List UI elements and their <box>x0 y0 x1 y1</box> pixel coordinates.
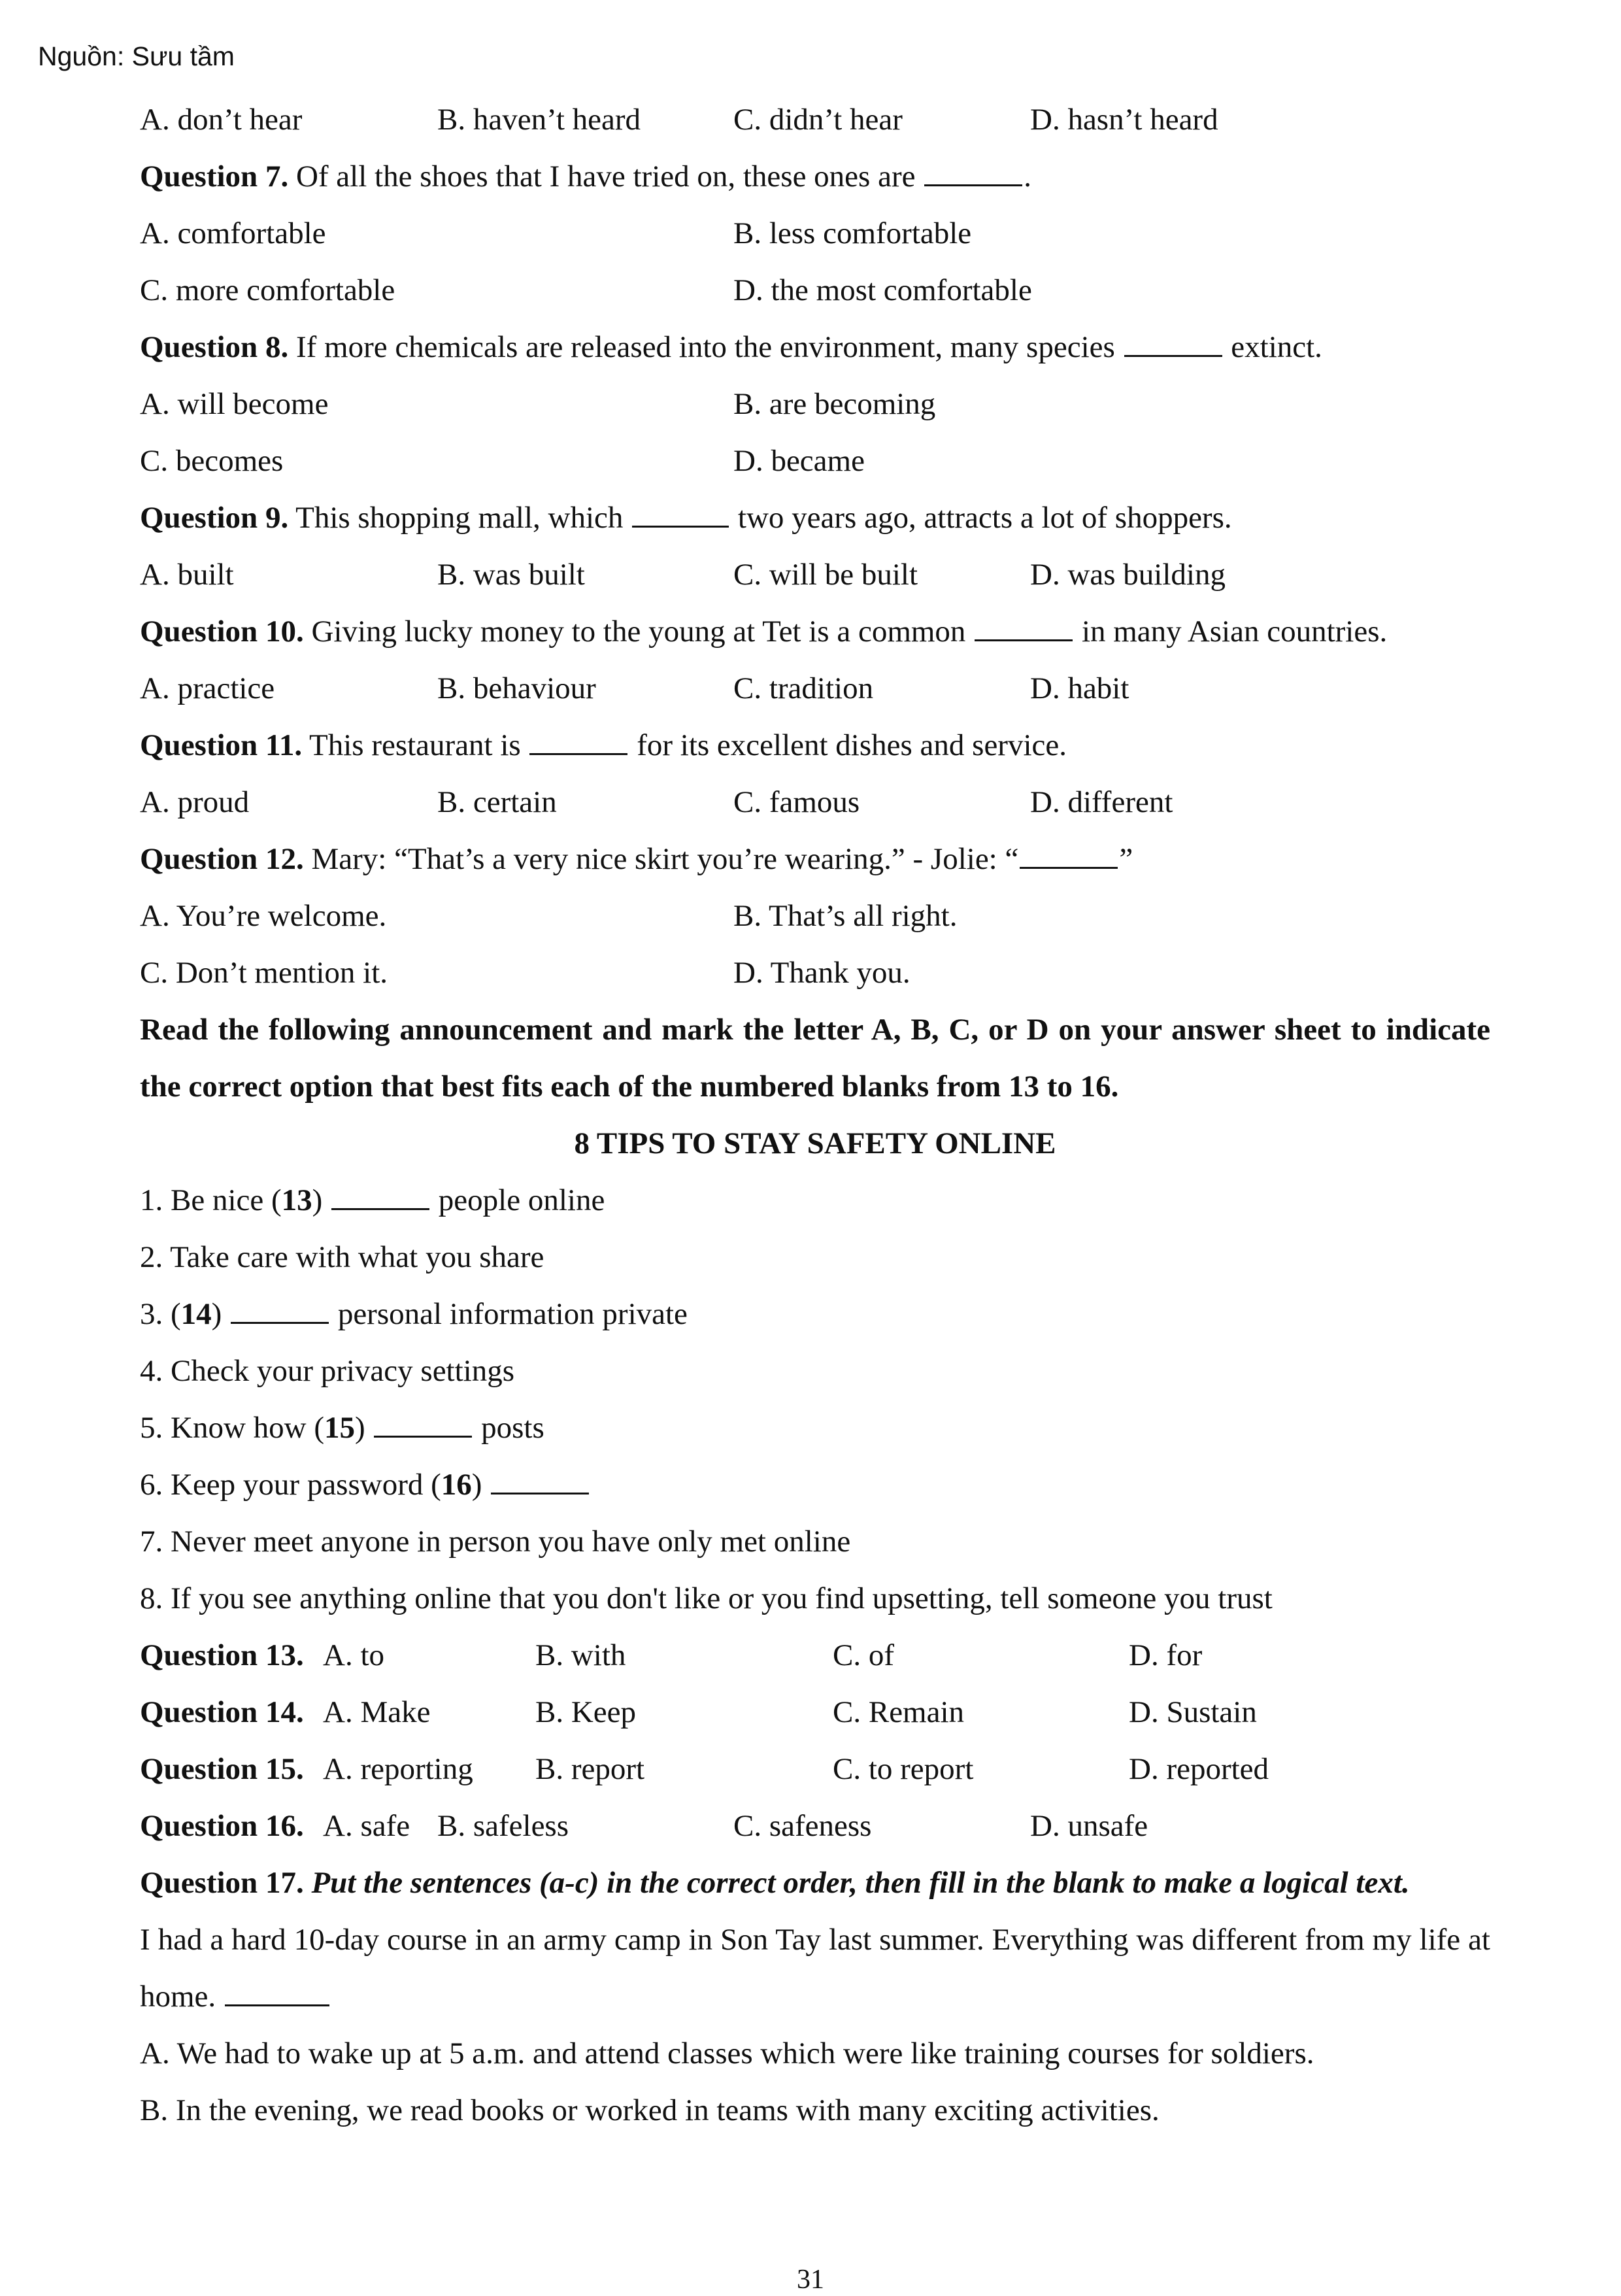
tip-7-text: 7. Never meet anyone in person you have only met online <box>140 1525 851 1559</box>
q10-option-a: A. practice <box>140 671 275 705</box>
q9-text-before: This shopping mall, which <box>295 501 624 535</box>
q14-option-a: A. Make <box>323 1695 431 1729</box>
q11-option-c: C. famous <box>733 785 860 819</box>
q6-option-c: C. didn’t hear <box>733 103 903 137</box>
q12-text-after: ” <box>1119 842 1133 876</box>
tip-3 <box>140 1286 1490 1343</box>
tip-6-text: 6. Keep your password ( <box>140 1468 441 1502</box>
q6-option-d: D. hasn’t heard <box>1030 103 1218 137</box>
q12-options-row1 <box>140 888 1490 945</box>
tip-1-end: people online <box>438 1183 605 1217</box>
q14-option-d: D. Sustain <box>1129 1695 1257 1729</box>
q17-blank <box>225 1977 329 2006</box>
tip-4-text: 4. Check your privacy settings <box>140 1354 515 1388</box>
tip-5 <box>140 1400 1490 1457</box>
reading-title: 8 TIPS TO STAY SAFETY ONLINE <box>574 1126 1056 1160</box>
q15-option-c: C. to report <box>833 1752 974 1786</box>
q12-options-row2 <box>140 945 1490 1002</box>
q8-text-before: If more chemicals are released into the environment, many species <box>295 330 1115 364</box>
q17-instruction: Put the sentences (a-c) in the correct order, then fill in the blank to make a logical text. <box>311 1866 1410 1900</box>
tip-3-paren: ) <box>211 1297 230 1331</box>
q16-row <box>140 1798 1490 1855</box>
q6-options <box>140 92 1490 148</box>
tip-3-text: 3. ( <box>140 1297 181 1331</box>
q9-options <box>140 547 1490 603</box>
q9-stem <box>140 490 1490 547</box>
q10-option-c: C. tradition <box>733 671 874 705</box>
q9-option-c: C. will be built <box>733 558 918 592</box>
q13-option-b: B. with <box>535 1638 626 1672</box>
reading-title-line <box>140 1115 1490 1172</box>
q13-option-c: C. of <box>833 1638 894 1672</box>
q8-stem <box>140 319 1490 376</box>
tip-2-text: 2. Take care with what you share <box>140 1240 544 1274</box>
q16-option-d: D. unsafe <box>1030 1809 1148 1843</box>
reading-instruction <box>140 1002 1490 1115</box>
q9-text-after: two years ago, attracts a lot of shoppers. <box>737 501 1232 535</box>
tip-6-number: 16 <box>441 1468 472 1502</box>
q7-text-after: . <box>1024 160 1031 194</box>
q15-row <box>140 1741 1490 1798</box>
q14-option-c: C. Remain <box>833 1695 965 1729</box>
tip-5-text: 5. Know how ( <box>140 1411 324 1445</box>
q8-options-row1 <box>140 376 1490 433</box>
q7-option-d: D. the most comfortable <box>733 273 1032 307</box>
q11-label: Question 11. <box>140 728 303 762</box>
tip-6-blank <box>491 1465 589 1494</box>
q7-option-a: A. comfortable <box>140 216 326 250</box>
q6-option-a: A. don’t hear <box>140 103 303 137</box>
q9-option-d: D. was building <box>1030 558 1226 592</box>
q16-option-a: A. safe <box>323 1809 410 1843</box>
q7-label: Question 7. <box>140 160 289 194</box>
q17-sentence-a: A. We had to wake up at 5 a.m. and attend classes which were like training courses for soldiers. <box>140 2036 1314 2070</box>
q7-options-row2 <box>140 262 1490 319</box>
q16-label: Question 16. <box>140 1809 304 1843</box>
tip-5-blank <box>374 1408 472 1438</box>
q7-options-row1 <box>140 205 1490 262</box>
q8-label: Question 8. <box>140 330 289 364</box>
q15-option-a: A. reporting <box>323 1752 473 1786</box>
q8-options-row2 <box>140 433 1490 490</box>
tip-5-number: 15 <box>324 1411 355 1445</box>
q17-sentence-b-line <box>140 2082 1490 2139</box>
reading-instruction-text: Read the following announcement and mark the letter A, B, C, or D on your answer sheet to indicate the correct option that best fits each of the numbered blanks from 13 to 16. <box>140 1013 1490 1104</box>
q9-option-a: A. built <box>140 558 234 592</box>
q9-option-b: B. was built <box>437 558 585 592</box>
q10-stem <box>140 603 1490 660</box>
q12-label: Question 12. <box>140 842 304 876</box>
q10-option-b: B. behaviour <box>437 671 596 705</box>
q11-options <box>140 774 1490 831</box>
q9-blank <box>632 498 729 528</box>
q17-passage-text: I had a hard 10-day course in an army camp in Son Tay last summer. Everything was different from my life at home. <box>140 1923 1490 2014</box>
q13-label: Question 13. <box>140 1638 304 1672</box>
tip-1-blank <box>331 1181 429 1210</box>
tip-3-number: 14 <box>180 1297 212 1331</box>
q8-blank <box>1124 328 1222 357</box>
q7-blank <box>924 157 1022 186</box>
q11-text-after: for its excellent dishes and service. <box>637 728 1067 762</box>
q8-option-a: A. will become <box>140 387 329 421</box>
q12-option-a: A. You’re welcome. <box>140 899 387 933</box>
q12-stem <box>140 831 1490 888</box>
source-label: Nguồn: Sưu tầm <box>38 41 235 71</box>
tip-1-number: 13 <box>281 1183 312 1217</box>
tip-8 <box>140 1570 1490 1627</box>
q15-option-b: B. report <box>535 1752 645 1786</box>
document-body <box>140 92 1490 2139</box>
q11-blank <box>529 726 627 755</box>
q7-stem <box>140 148 1490 205</box>
q11-option-b: B. certain <box>437 785 557 819</box>
q17-label: Question 17. <box>140 1866 304 1900</box>
q6-option-b: B. haven’t heard <box>437 103 641 137</box>
q17-sentence-b: B. In the evening, we read books or worked in teams with many exciting activities. <box>140 2093 1160 2127</box>
q10-text-before: Giving lucky money to the young at Tet is a common <box>311 615 966 649</box>
q7-option-b: B. less comfortable <box>733 216 972 250</box>
q10-blank <box>975 612 1073 641</box>
q12-option-c: C. Don’t mention it. <box>140 956 388 990</box>
tip-3-blank <box>231 1294 329 1324</box>
tip-1 <box>140 1172 1490 1229</box>
q14-row <box>140 1684 1490 1741</box>
q9-label: Question 9. <box>140 501 289 535</box>
q11-stem <box>140 717 1490 774</box>
tip-7 <box>140 1513 1490 1570</box>
q16-option-b: B. safeless <box>437 1809 569 1843</box>
q11-option-a: A. proud <box>140 785 250 819</box>
tip-5-paren: ) <box>354 1411 373 1445</box>
tip-1-text: 1. Be nice ( <box>140 1183 282 1217</box>
q8-option-d: D. became <box>733 444 865 478</box>
q17-passage <box>140 1912 1490 2025</box>
q14-label: Question 14. <box>140 1695 304 1729</box>
q8-option-b: B. are becoming <box>733 387 936 421</box>
tip-3-end: personal information private <box>337 1297 688 1331</box>
q15-option-d: D. reported <box>1129 1752 1269 1786</box>
q7-text-before: Of all the shoes that I have tried on, these ones are <box>295 160 916 194</box>
tip-2 <box>140 1229 1490 1286</box>
q13-option-d: D. for <box>1129 1638 1203 1672</box>
q7-option-c: C. more comfortable <box>140 273 395 307</box>
q10-label: Question 10. <box>140 615 304 649</box>
q8-text-after: extinct. <box>1231 330 1322 364</box>
q11-text-before: This restaurant is <box>309 728 521 762</box>
q8-option-c: C. becomes <box>140 444 284 478</box>
tip-6 <box>140 1457 1490 1513</box>
q17-stem <box>140 1855 1490 1912</box>
q10-text-after: in many Asian countries. <box>1081 615 1388 649</box>
q11-option-d: D. different <box>1030 785 1173 819</box>
q12-option-b: B. That’s all right. <box>733 899 958 933</box>
q10-options <box>140 660 1490 717</box>
q13-option-a: A. to <box>323 1638 384 1672</box>
q14-option-b: B. Keep <box>535 1695 637 1729</box>
tip-4 <box>140 1343 1490 1400</box>
tip-6-paren: ) <box>471 1468 490 1502</box>
q12-blank <box>1020 839 1118 869</box>
tip-5-end: posts <box>481 1411 544 1445</box>
tip-1-paren: ) <box>312 1183 331 1217</box>
q10-option-d: D. habit <box>1030 671 1129 705</box>
q12-text-before: Mary: “That’s a very nice skirt you’re wearing.” - Jolie: “ <box>311 842 1019 876</box>
q17-sentence-a-line <box>140 2025 1490 2082</box>
q15-label: Question 15. <box>140 1752 304 1786</box>
q12-option-d: D. Thank you. <box>733 956 911 990</box>
tip-8-text: 8. If you see anything online that you don't like or you find upsetting, tell someone you trust <box>140 1581 1273 1615</box>
q16-option-c: C. safeness <box>733 1809 872 1843</box>
page-number: 31 <box>797 2265 824 2295</box>
q13-row <box>140 1627 1490 1684</box>
